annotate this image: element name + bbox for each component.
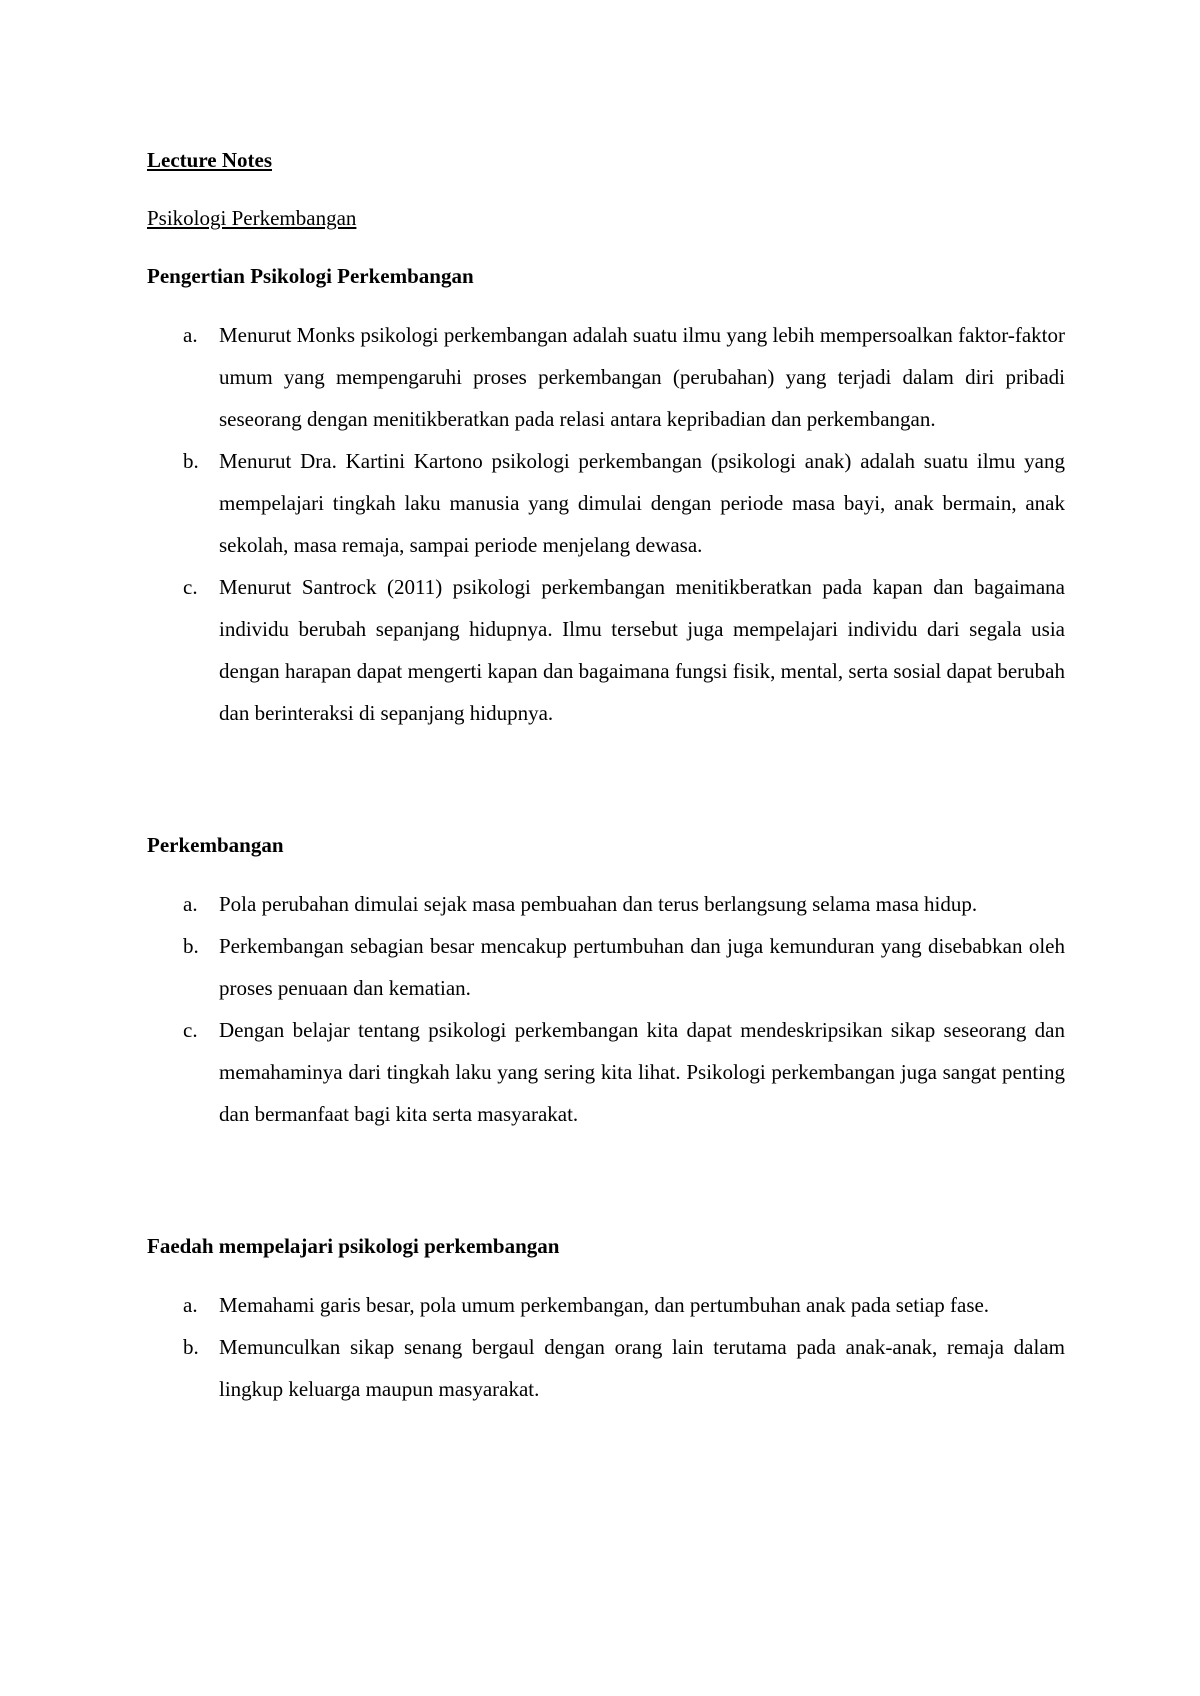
- section-heading-pengertian: Pengertian Psikologi Perkembangan: [147, 264, 474, 288]
- list-marker: b.: [183, 934, 199, 958]
- document-subtitle: Psikologi Perkembangan: [147, 206, 357, 230]
- list-item-text: Perkembangan sebagian besar mencakup pertumbuhan dan juga kemunduran yang disebabkan oleh proses penuaan dan kematian.: [219, 934, 1065, 1000]
- list-item: [147, 566, 1065, 734]
- list-item-text: Dengan belajar tentang psikologi perkembangan kita dapat mendeskripsikan sikap seseorang dan memahaminya dari tingkah laku yang sering kita lihat. Psikologi perkembangan juga sangat penting dan bermanfaat bagi kita serta masyarakat.: [219, 1018, 1065, 1126]
- list-marker: a.: [183, 892, 198, 916]
- list-item-text: Memunculkan sikap senang bergaul dengan orang lain terutama pada anak-anak, remaja dalam lingkup keluarga maupun masyarakat.: [219, 1335, 1065, 1401]
- list-item-text: Menurut Santrock (2011) psikologi perkembangan menitikberatkan pada kapan dan bagaimana individu berubah sepanjang hidupnya. Ilmu tersebut juga mempelajari individu dari segala usia dengan harapan dapat mengerti kapan dan bagaimana fungsi fisik, mental, serta sosial dapat berubah dan berinteraksi di sepanjang hidupnya.: [219, 575, 1065, 725]
- list-marker: c.: [183, 575, 198, 599]
- list-item: [147, 1009, 1065, 1135]
- list-item: [147, 883, 1065, 925]
- list-item: [147, 1284, 1065, 1326]
- document-title: Lecture Notes: [147, 148, 272, 172]
- list-item-text: Memahami garis besar, pola umum perkembangan, dan pertumbuhan anak pada setiap fase.: [219, 1293, 990, 1317]
- document-body: [147, 142, 1065, 1410]
- list-item-text: Pola perubahan dimulai sejak masa pembuahan dan terus berlangsung selama masa hidup.: [219, 892, 978, 916]
- perkembangan-list: [147, 883, 1065, 1135]
- list-marker: b.: [183, 1335, 199, 1359]
- list-item: [147, 925, 1065, 1009]
- list-item: [147, 314, 1065, 440]
- list-item-text: Menurut Dra. Kartini Kartono psikologi perkembangan (psikologi anak) adalah suatu ilmu yang mempelajari tingkah laku manusia yang dimulai dengan periode masa bayi, anak bermain, anak sekolah, masa remaja, sampai periode menjelang dewasa.: [219, 449, 1065, 557]
- list-item-text: Menurut Monks psikologi perkembangan adalah suatu ilmu yang lebih mempersoalkan faktor-faktor umum yang mempengaruhi proses perkembangan (perubahan) yang terjadi dalam diri pribadi seseorang dengan menitikberatkan pada relasi antara kepribadian dan perkembangan.: [219, 323, 1065, 431]
- section-heading-perkembangan: Perkembangan: [147, 833, 284, 857]
- list-item: [147, 440, 1065, 566]
- list-item: [147, 1326, 1065, 1410]
- faedah-list: [147, 1284, 1065, 1410]
- list-marker: a.: [183, 1293, 198, 1317]
- section-heading-faedah: Faedah mempelajari psikologi perkembangan: [147, 1234, 560, 1258]
- list-marker: c.: [183, 1018, 198, 1042]
- pengertian-list: [147, 314, 1065, 734]
- list-marker: b.: [183, 449, 199, 473]
- list-marker: a.: [183, 323, 198, 347]
